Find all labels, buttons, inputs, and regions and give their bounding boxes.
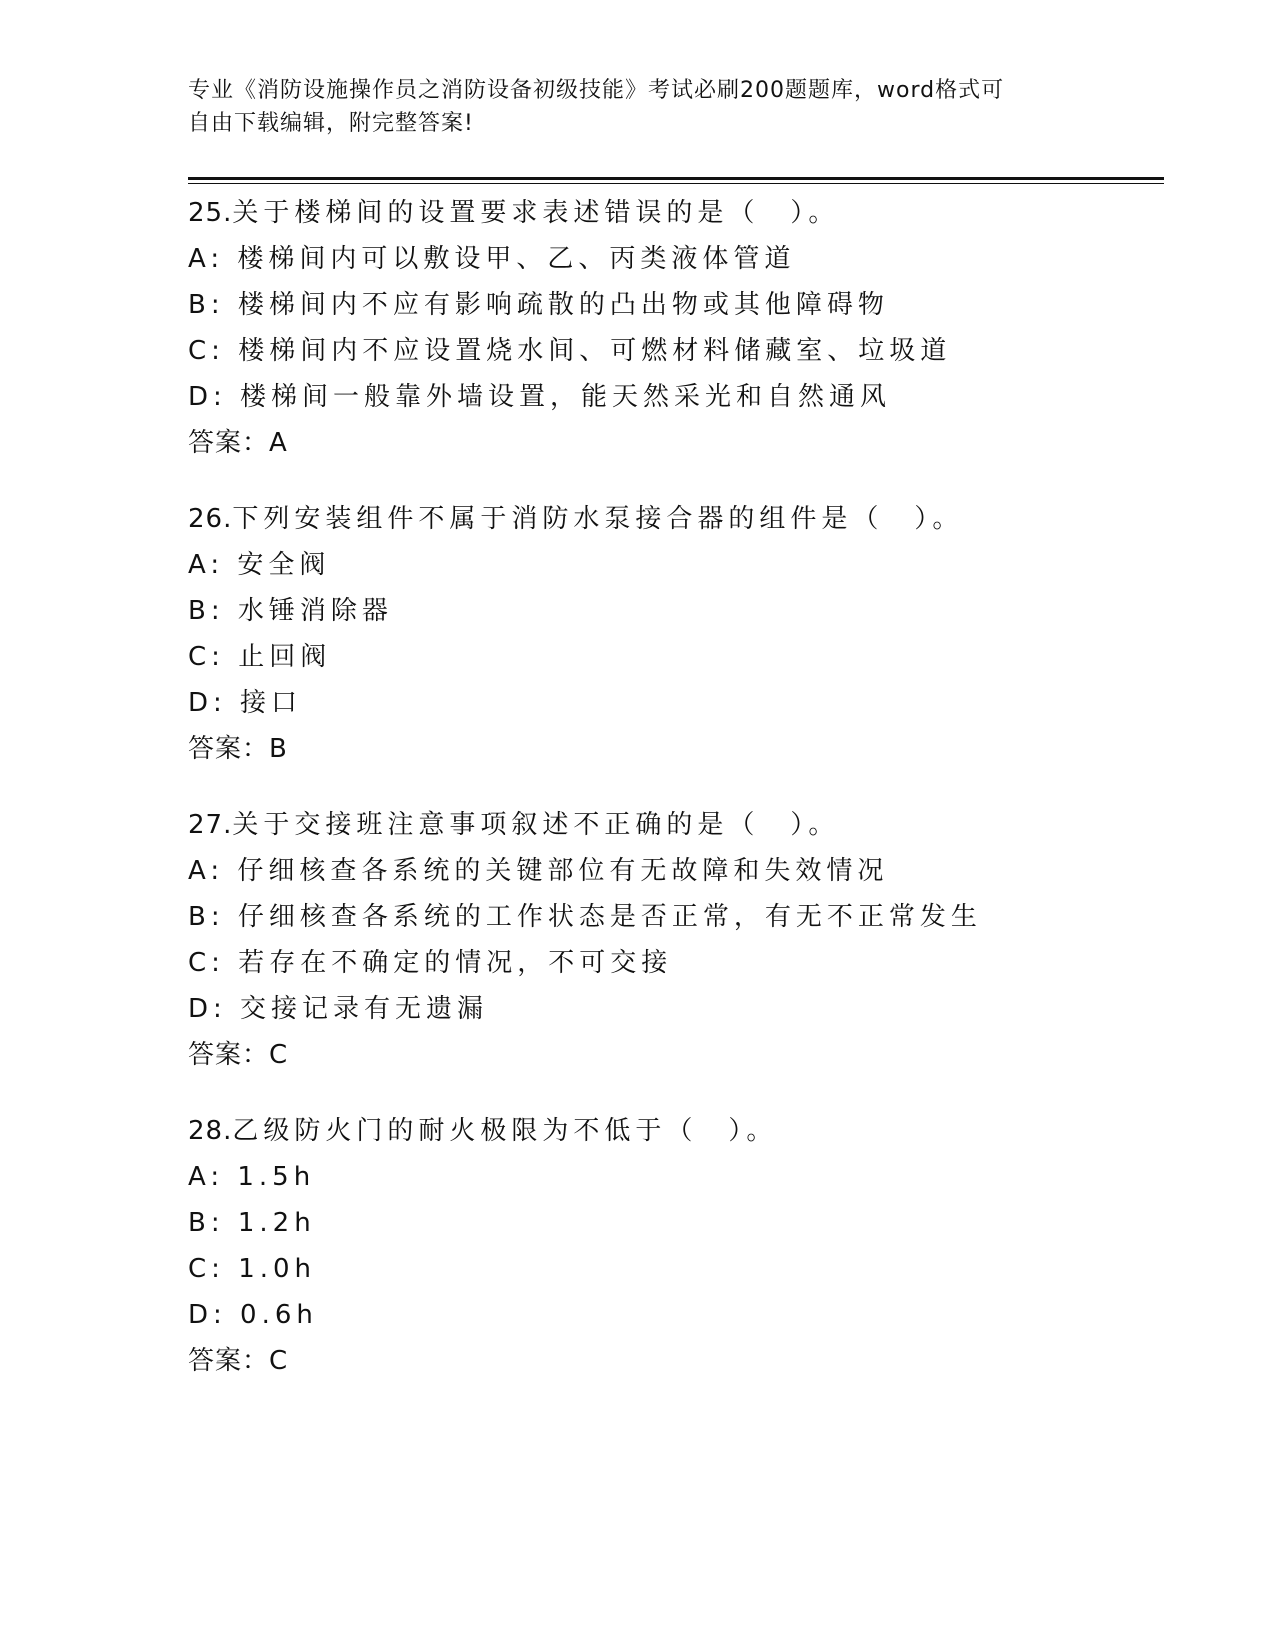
answer-label: 答案：: [188, 734, 270, 764]
option-c: [188, 634, 1168, 680]
option-b: [188, 1200, 1168, 1246]
answer-value: A: [269, 428, 288, 458]
answer-line: [188, 1338, 1168, 1384]
option-key: A:: [188, 1162, 225, 1192]
option-key: B:: [188, 1208, 225, 1238]
option-text: 楼梯间内可以敷设甲、乙、丙类液体管道: [237, 244, 796, 274]
option-key: A:: [188, 550, 225, 580]
document-header: [188, 74, 1078, 140]
answer-label: 答案：: [188, 1040, 270, 1070]
option-key: D:: [188, 1300, 227, 1330]
option-text: 楼梯间内不应设置烧水间、可燃材料储藏室、垃圾道: [238, 336, 952, 366]
option-d: [188, 680, 1168, 726]
question-28: [188, 1108, 1168, 1384]
option-key: D:: [188, 382, 227, 412]
question-number: 25.: [188, 198, 233, 228]
option-b: [188, 282, 1168, 328]
option-text: 楼梯间内不应有影响疏散的凸出物或其他障碍物: [237, 290, 889, 320]
option-text: 止回阀: [238, 642, 332, 672]
option-text: 1.2h: [237, 1208, 316, 1238]
question-stem: [188, 1108, 1168, 1154]
option-key: B:: [188, 902, 225, 932]
option-text: 仔细核查各系统的关键部位有无故障和失效情况: [237, 856, 889, 886]
question-27: [188, 802, 1168, 1078]
option-text: 仔细核查各系统的工作状态是否正常，有无不正常发生: [237, 902, 982, 932]
option-text: 接口: [240, 688, 303, 718]
option-d: [188, 374, 1168, 420]
option-text: 水锤消除器: [237, 596, 393, 626]
question-number: 26.: [188, 504, 233, 534]
question-text: 关于交接班注意事项叙述不正确的是（ ）。: [232, 810, 840, 840]
answer-value: C: [269, 1346, 289, 1376]
option-c: [188, 328, 1168, 374]
option-b: [188, 894, 1168, 940]
question-26: [188, 496, 1168, 772]
answer-line: [188, 726, 1168, 772]
option-d: [188, 986, 1168, 1032]
question-stem: [188, 802, 1168, 848]
option-key: C:: [188, 948, 225, 978]
option-text: 1.0h: [238, 1254, 317, 1284]
option-c: [188, 940, 1168, 986]
answer-line: [188, 420, 1168, 466]
answer-label: 答案：: [188, 1346, 270, 1376]
header-divider-thin: [188, 183, 1164, 184]
option-text: 交接记录有无遗漏: [240, 994, 489, 1024]
option-a: [188, 1154, 1168, 1200]
question-stem: [188, 190, 1168, 236]
option-key: D:: [188, 994, 227, 1024]
answer-value: B: [269, 734, 288, 764]
option-key: C:: [188, 336, 225, 366]
question-text: 乙级防火门的耐火极限为不低于（ ）。: [232, 1116, 778, 1146]
option-text: 安全阀: [237, 550, 331, 580]
option-text: 0.6h: [240, 1300, 318, 1330]
option-key: B:: [188, 290, 225, 320]
option-a: [188, 848, 1168, 894]
option-key: C:: [188, 1254, 225, 1284]
option-c: [188, 1246, 1168, 1292]
option-d: [188, 1292, 1168, 1338]
question-stem: [188, 496, 1168, 542]
option-text: 若存在不确定的情况，不可交接: [238, 948, 673, 978]
question-25: [188, 190, 1168, 466]
header-line-2: 自由下载编辑，附完整答案!: [188, 111, 474, 136]
option-key: D:: [188, 688, 227, 718]
option-b: [188, 588, 1168, 634]
option-key: A:: [188, 856, 225, 886]
header-line-1: 专业《消防设施操作员之消防设备初级技能》考试必刷200题题库，word格式可: [188, 78, 1005, 103]
option-text: 楼梯间一般靠外墙设置，能天然采光和自然通风: [240, 382, 892, 412]
option-key: A:: [188, 244, 225, 274]
answer-line: [188, 1032, 1168, 1078]
option-key: B:: [188, 596, 225, 626]
question-text: 关于楼梯间的设置要求表述错误的是（ ）。: [232, 198, 840, 228]
option-text: 1.5h: [237, 1162, 316, 1192]
option-a: [188, 542, 1168, 588]
answer-label: 答案：: [188, 428, 270, 458]
option-a: [188, 236, 1168, 282]
question-number: 27.: [188, 810, 233, 840]
question-number: 28.: [188, 1116, 233, 1146]
answer-value: C: [269, 1040, 289, 1070]
question-list: [188, 190, 1168, 1414]
option-key: C:: [188, 642, 225, 672]
question-text: 下列安装组件不属于消防水泵接合器的组件是（ ）。: [232, 504, 964, 534]
header-divider-thick: [188, 177, 1164, 180]
